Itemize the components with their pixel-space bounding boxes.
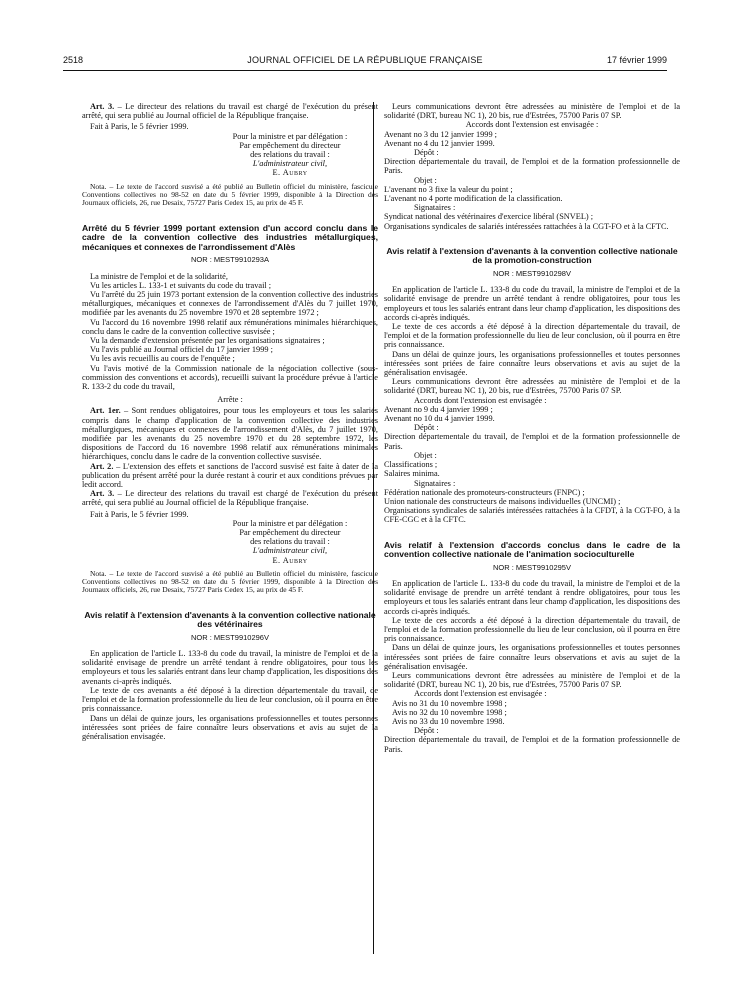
header-rule <box>63 70 667 71</box>
article-2: Art. 2. – L'extension des effets et sanctions de l'accord susvisé est faite à dater de la publication du présent arrêté pour la durée restant à courir et aux conditions prévues par ledit accord. <box>82 461 379 489</box>
page-header <box>63 55 667 71</box>
paragraph: Le texte de ces accords a été déposé à la direction départementale du travail, de l'emploi et de la formation professionnelle du lieu de leur conclusion, où il pourra en être pris connaissance. <box>384 322 680 350</box>
nota-note: Nota. – Le texte de l'accord susvisé a été publié au Bulletin officiel du ministère, fascicule Conventions collectives no 98-52 en date du 5 février 1999, disponible à la Direction des Journaux officiels, 26, rue Desaix, 75727 Paris Cedex 15, au prix de 45 F. <box>82 181 378 208</box>
section-title: Avis relatif à l'extension d'accords conclus dans le cadre de la convention collective nationale de l'animation socioculturelle <box>384 539 680 560</box>
list-heading: Dépôt : <box>414 423 439 433</box>
list-heading: Dépôt : <box>414 726 439 736</box>
list-heading: Accords dont l'extension est envisagée : <box>414 689 547 699</box>
list-item: Avenant no 10 du 4 janvier 1999. <box>384 414 495 424</box>
paragraph: Le texte de ces avenants a été déposé à la direction départementale du travail, de l'emploi et de la formation professionnelle du lieu de leur conclusion, où il pourra en être pris connaissance. <box>82 685 378 714</box>
section-title: Arrêté du 5 février 1999 portant extension d'un accord conclu dans le cadre de la convention collective des industries métallurgiques, mécaniques et connexes de l'arrondissement d'Alès <box>82 222 378 252</box>
section-title: Avis relatif à l'extension d'avenants à la convention collective nationale des vétérinaires <box>84 609 376 630</box>
list-heading: Signataires : <box>414 478 456 488</box>
signatory-name: E. Aubry <box>272 168 308 178</box>
list-item: L'avenant no 4 porte modification de la classification. <box>384 194 563 204</box>
list-item: Direction départementale du travail, de l'emploi et de la formation professionnelle de Paris. <box>384 432 680 451</box>
paragraph: En application de l'article L. 133-8 du code du travail, la ministre de l'emploi et de la solidarité envisage de prendre un arrêté tendant à rendre obligatoires, pour tous les employeurs et tous les salariés entrant dans leur champ d'application, les dispositions des accords ci-après indiqués. <box>384 578 680 616</box>
signature-title: L'administrateur civil, <box>252 159 328 169</box>
article-3: Art. 3. – Le directeur des relations du travail est chargé de l'exécution du présent arrêté, qui sera publié au Journal officiel de la République française. <box>82 489 378 508</box>
list-item: Syndicat national des vétérinaires d'exercice libéral (SNVEL) ; <box>384 212 594 222</box>
list-item: Union nationale des constructeurs de maisons individuelles (UNCMI) ; <box>384 496 621 506</box>
paragraph: Vu l'avis motivé de la Commission nationale de la négociation collective (sous-commission des conventions et accords), recueilli suivant la procédure prévue à l'article R. 133-2 du code du travail, <box>82 363 378 391</box>
list-item: L'avenant no 3 fixe la valeur du point ; <box>384 184 513 194</box>
list-item: Classifications ; <box>384 460 438 470</box>
list-item: Avis no 32 du 10 novembre 1998 ; <box>392 707 507 717</box>
signature-line: Par empêchement du directeur <box>239 527 341 537</box>
page-number: 2518 <box>63 55 84 65</box>
nor-reference: NOR : MESТ9910296V <box>191 632 269 642</box>
signature-line: Par empêchement du directeur <box>239 140 341 150</box>
fait-a-paris: Fait à Paris, le 5 février 1999. <box>90 122 189 132</box>
signature-line: des relations du travail : <box>250 537 330 547</box>
paragraph: Leurs communications devront être adressées au ministère de l'emploi et de la solidarité (DRT, bureau NC 1), 20 bis, rue d'Estrées, 75700 Paris 07 SP. <box>384 377 680 396</box>
list-item: Organisations syndicales de salariés intéressées rattachées à la CFDT, à la CGT-FO, à la CFE-CGC et à la CFTC. <box>384 506 680 525</box>
list-heading: Signataires : <box>414 203 456 213</box>
signature-line: des relations du travail : <box>250 150 330 160</box>
list-heading: Accords dont l'extension est envisagée : <box>414 395 547 405</box>
paragraph: Le texte de ces accords a été déposé à la direction départementale du travail, de l'emploi et de la formation professionnelle du lieu de leur conclusion, où il pourra en être pris connaissance. <box>384 615 680 644</box>
nor-reference: NOR : MESТ9910293A <box>191 255 269 265</box>
paragraph: Vu l'arrêté du 25 juin 1973 portant extension de la convention collective des industries métallurgiques, mécaniques et connexes de l'arrondissement d'Alès du 7 juillet 1970, modifiée par les avenants du 25 novembre 1970 et 28 septembre 1972 ; <box>82 289 378 318</box>
list-item: Salaires minima. <box>384 469 440 479</box>
journal-title: JOURNAL OFFICIEL DE LA RÉPUBLIQUE FRANÇAISE <box>247 55 483 65</box>
paragraph: Vu l'avis publié au Journal officiel du 17 janvier 1999 ; <box>90 345 273 355</box>
list-item: Avenant no 9 du 4 janvier 1999 ; <box>384 404 493 414</box>
signature-title: L'administrateur civil, <box>252 546 328 556</box>
list-heading: Objet : <box>414 450 437 460</box>
list-item: Avis no 31 du 10 novembre 1998 ; <box>392 698 507 708</box>
article-1: Art. 1er. – Sont rendues obligatoires, pour tous les employeurs et tous les salariés compris dans le champ d'application de la convention collective des industries métallurgiques, mécaniques et connexes de l'arrondissement d'Alès, du 7 juillet 1970, modifiée par les avenants du 25 novembre 1970 et du 28 septembre 1972, les dispositions de l'accord du 16 novembre 1998 relatif aux rémunérations minimales hiérarchiques, conclu dans le cadre de la convention collective susvisée. <box>82 406 378 462</box>
paragraph: Dans un délai de quinze jours, les organisations professionnelles et toutes personnes intéressées sont priées de faire connaître leurs observations et avis au sujet de la généralisation envisagée. <box>82 713 378 741</box>
list-item: Avenant no 4 du 12 janvier 1999. <box>384 138 495 148</box>
paragraph: La ministre de l'emploi et de la solidarité, <box>90 271 228 281</box>
article-3: Art. 3. – Le directeur des relations du travail est chargé de l'exécution du présent arrêté, qui sera publié au Journal officiel de la République française. <box>82 102 378 121</box>
paragraph: Vu l'accord du 16 novembre 1998 relatif aux rémunérations minimales hiérarchiques, conclu dans le cadre de la convention collective susvisée ; <box>82 317 378 336</box>
list-item: Direction départementale du travail, de l'emploi et de la formation professionnelle de Paris. <box>384 157 680 176</box>
signature-line: Pour la ministre et par délégation : <box>232 518 348 528</box>
list-heading: Dépôt : <box>414 148 439 158</box>
left-column <box>82 102 378 741</box>
paragraph: Dans un délai de quinze jours, les organisations professionnelles et toutes personnes intéressées sont priées de faire connaître leurs observations et avis au sujet de la généralisation envisagée. <box>384 643 680 671</box>
list-item: Avis no 33 du 10 novembre 1998. <box>392 716 505 726</box>
signature-line: Pour la ministre et par délégation : <box>232 131 348 141</box>
list-item: Organisations syndicales de salariés intéressées rattachées à la CGT-FO et à la CFTC. <box>384 221 669 231</box>
issue-date: 17 février 1999 <box>606 55 667 65</box>
signatory-name: E. Aubry <box>272 555 308 565</box>
paragraph: Leurs communications devront être adressées au ministère de l'emploi et de la solidarité (DRT, bureau NC 1), 20 bis, rue d'Estrées, 75700 Paris 07 SP. <box>384 102 680 121</box>
nota-note: Nota. – Le texte de l'accord susvisé a été publié au Bulletin officiel du ministère, fascicule Conventions collectives no 98-52 en date du 5 février 1999, disponible à la Direction des Journaux officiels, 26, rue Desaix, 75727 Paris Cedex 15, au prix de 45 F. <box>82 568 378 595</box>
paragraph: En application de l'article L. 133-8 du code du travail, la ministre de l'emploi et de la solidarité envisage de prendre un arrêté tendant à rendre obligatoires, pour tous les employeurs et tous les salariés entrant dans leur champ d'application, les dispositions des avenants ci-après indiqués. <box>82 649 378 686</box>
paragraph: En application de l'article L. 133-8 du code du travail, la ministre de l'emploi et de la solidarité envisage de prendre un arrêté tendant à rendre obligatoires, pour tous les employeurs et tous les salariés entrant dans leur champ d'application, les dispositions des accords ci-après indiqués. <box>384 285 680 322</box>
paragraph: Vu les avis recueillis au cours de l'enquête ; <box>90 354 235 364</box>
nor-reference: NOR : MESТ9910295V <box>493 562 571 572</box>
list-item: Avenant no 3 du 12 janvier 1999 ; <box>384 129 497 139</box>
arrete-heading: Arrête : <box>217 395 243 405</box>
paragraph: Vu les articles L. 133-1 et suivants du code du travail ; <box>90 280 272 290</box>
list-heading: Objet : <box>414 175 437 185</box>
nor-reference: NOR : MESТ9910298V <box>493 269 571 279</box>
paragraph: Dans un délai de quinze jours, les organisations professionnelles et toutes personnes intéressées sont priées de faire connaître leurs observations et avis au sujet de la généralisation envisagée. <box>384 349 680 378</box>
right-column <box>384 102 680 754</box>
section-title: Avis relatif à l'extension d'avenants à la convention collective nationale de la promotion-construction <box>386 245 678 266</box>
list-item: Fédération nationale des promoteurs-constructeurs (FNPC) ; <box>384 487 585 497</box>
paragraph: Leurs communications devront être adressées au ministère de l'emploi et de la solidarité (DRT, bureau NC 1), 20 bis, rue d'Estrées, 75700 Paris 07 SP. <box>384 670 680 690</box>
list-item: Direction départementale du travail, de l'emploi et de la formation professionnelle de Paris. <box>384 735 680 754</box>
paragraph: Vu la demande d'extension présentée par les organisations signataires ; <box>90 335 325 345</box>
fait-a-paris: Fait à Paris, le 5 février 1999. <box>90 509 189 519</box>
list-heading: Accords dont l'extension est envisagée : <box>465 120 599 130</box>
